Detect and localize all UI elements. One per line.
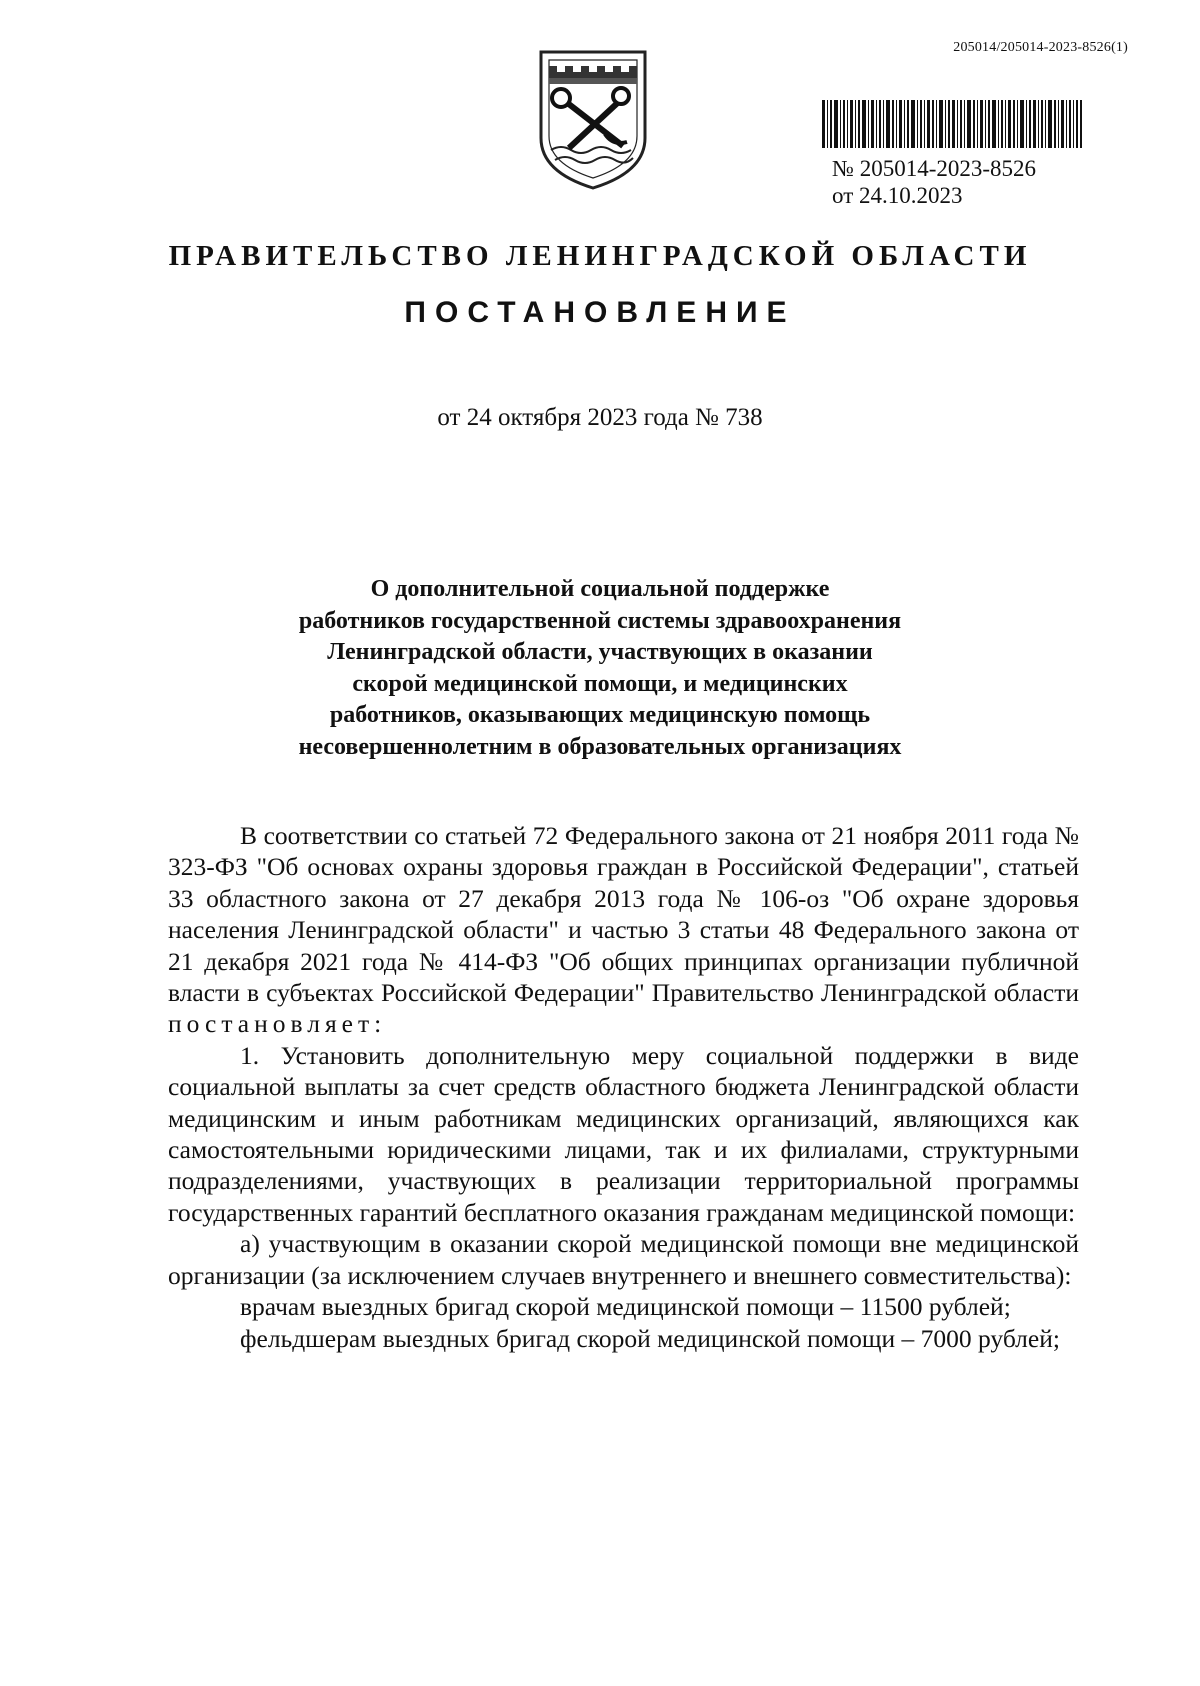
subject-line: скорой медицинской помощи, и медицинских — [352, 670, 848, 697]
organization-title: ПРАВИТЕЛЬСТВО ЛЕНИНГРАДСКОЙ ОБЛАСТИ — [168, 240, 1032, 272]
leningrad-oblast-coat-of-arms-icon — [535, 46, 651, 192]
preamble-paragraph — [168, 820, 1079, 1040]
decree-word: постановляет: — [168, 1009, 387, 1039]
document-reference-number: 205014/205014-2023-8526(1) — [953, 40, 1128, 55]
doctors-payment-paragraph: врачам выездных бригад скорой медицинской помощи – 11500 рублей; — [240, 1292, 1011, 1322]
registration-number: № 205014-2023-8526 — [832, 156, 1037, 181]
subject-line: работников государственной системы здравоохранения — [298, 607, 902, 634]
document-type-heading: ПОСТАНОВЛЕНИЕ — [404, 296, 796, 329]
paramedics-payment-paragraph: фельдшерам выездных бригад скорой медицинской помощи – 7000 рублей; — [240, 1323, 1060, 1353]
registration-date: от 24.10.2023 — [832, 183, 963, 208]
document-date-number: от 24 октября 2023 года № 738 — [437, 404, 763, 431]
barcode-icon — [822, 100, 1082, 148]
subject-line: работников, оказывающих медицинскую помощь — [329, 702, 871, 728]
preamble-text: В соответствии со статьей 72 Федерального закона от 21 ноября 2011 года № 323-ФЗ "Об основах охраны здоровья граждан в Российской Федерации", статьей 33 областного закона от 27 декабря 2013 года № 106-оз "Об охране здоровья населения Ленинградской области" и частью 3 статьи 48 Федерального закона от 21 декабря 2021 года № 414-ФЗ "Об общих принципах организации публичной власти в субъектах Российской Федерации" Правительство Ленинградской области — [168, 821, 1079, 1008]
document-body — [168, 820, 1079, 1354]
item-1a-paragraph: а) участвующим в оказании скорой медицинской помощи вне медицинской организации (за исключением случаев внутреннего и внешнего совместительства): — [168, 1229, 1079, 1290]
subject-line: О дополнительной социальной поддержке — [370, 576, 830, 602]
document-subject — [0, 574, 1200, 763]
item-1-paragraph: 1. Установить дополнительную меру социальной поддержки в виде социальной выплаты за счет средств областного бюджета Ленинградской области медицинским и иным работникам медицинских организаций, являющихся как самостоятельными юридическими лицами, так и их филиалами, структурными подразделениями, участвующих в реализации территориальной программы государственных гарантий бесплатного оказания гражданам медицинской помощи: — [168, 1040, 1079, 1227]
registration-block — [832, 155, 1036, 209]
subject-line: несовершеннолетним в образовательных организациях — [298, 733, 902, 760]
subject-line: Ленинградской области, участвующих в оказании — [327, 639, 873, 665]
